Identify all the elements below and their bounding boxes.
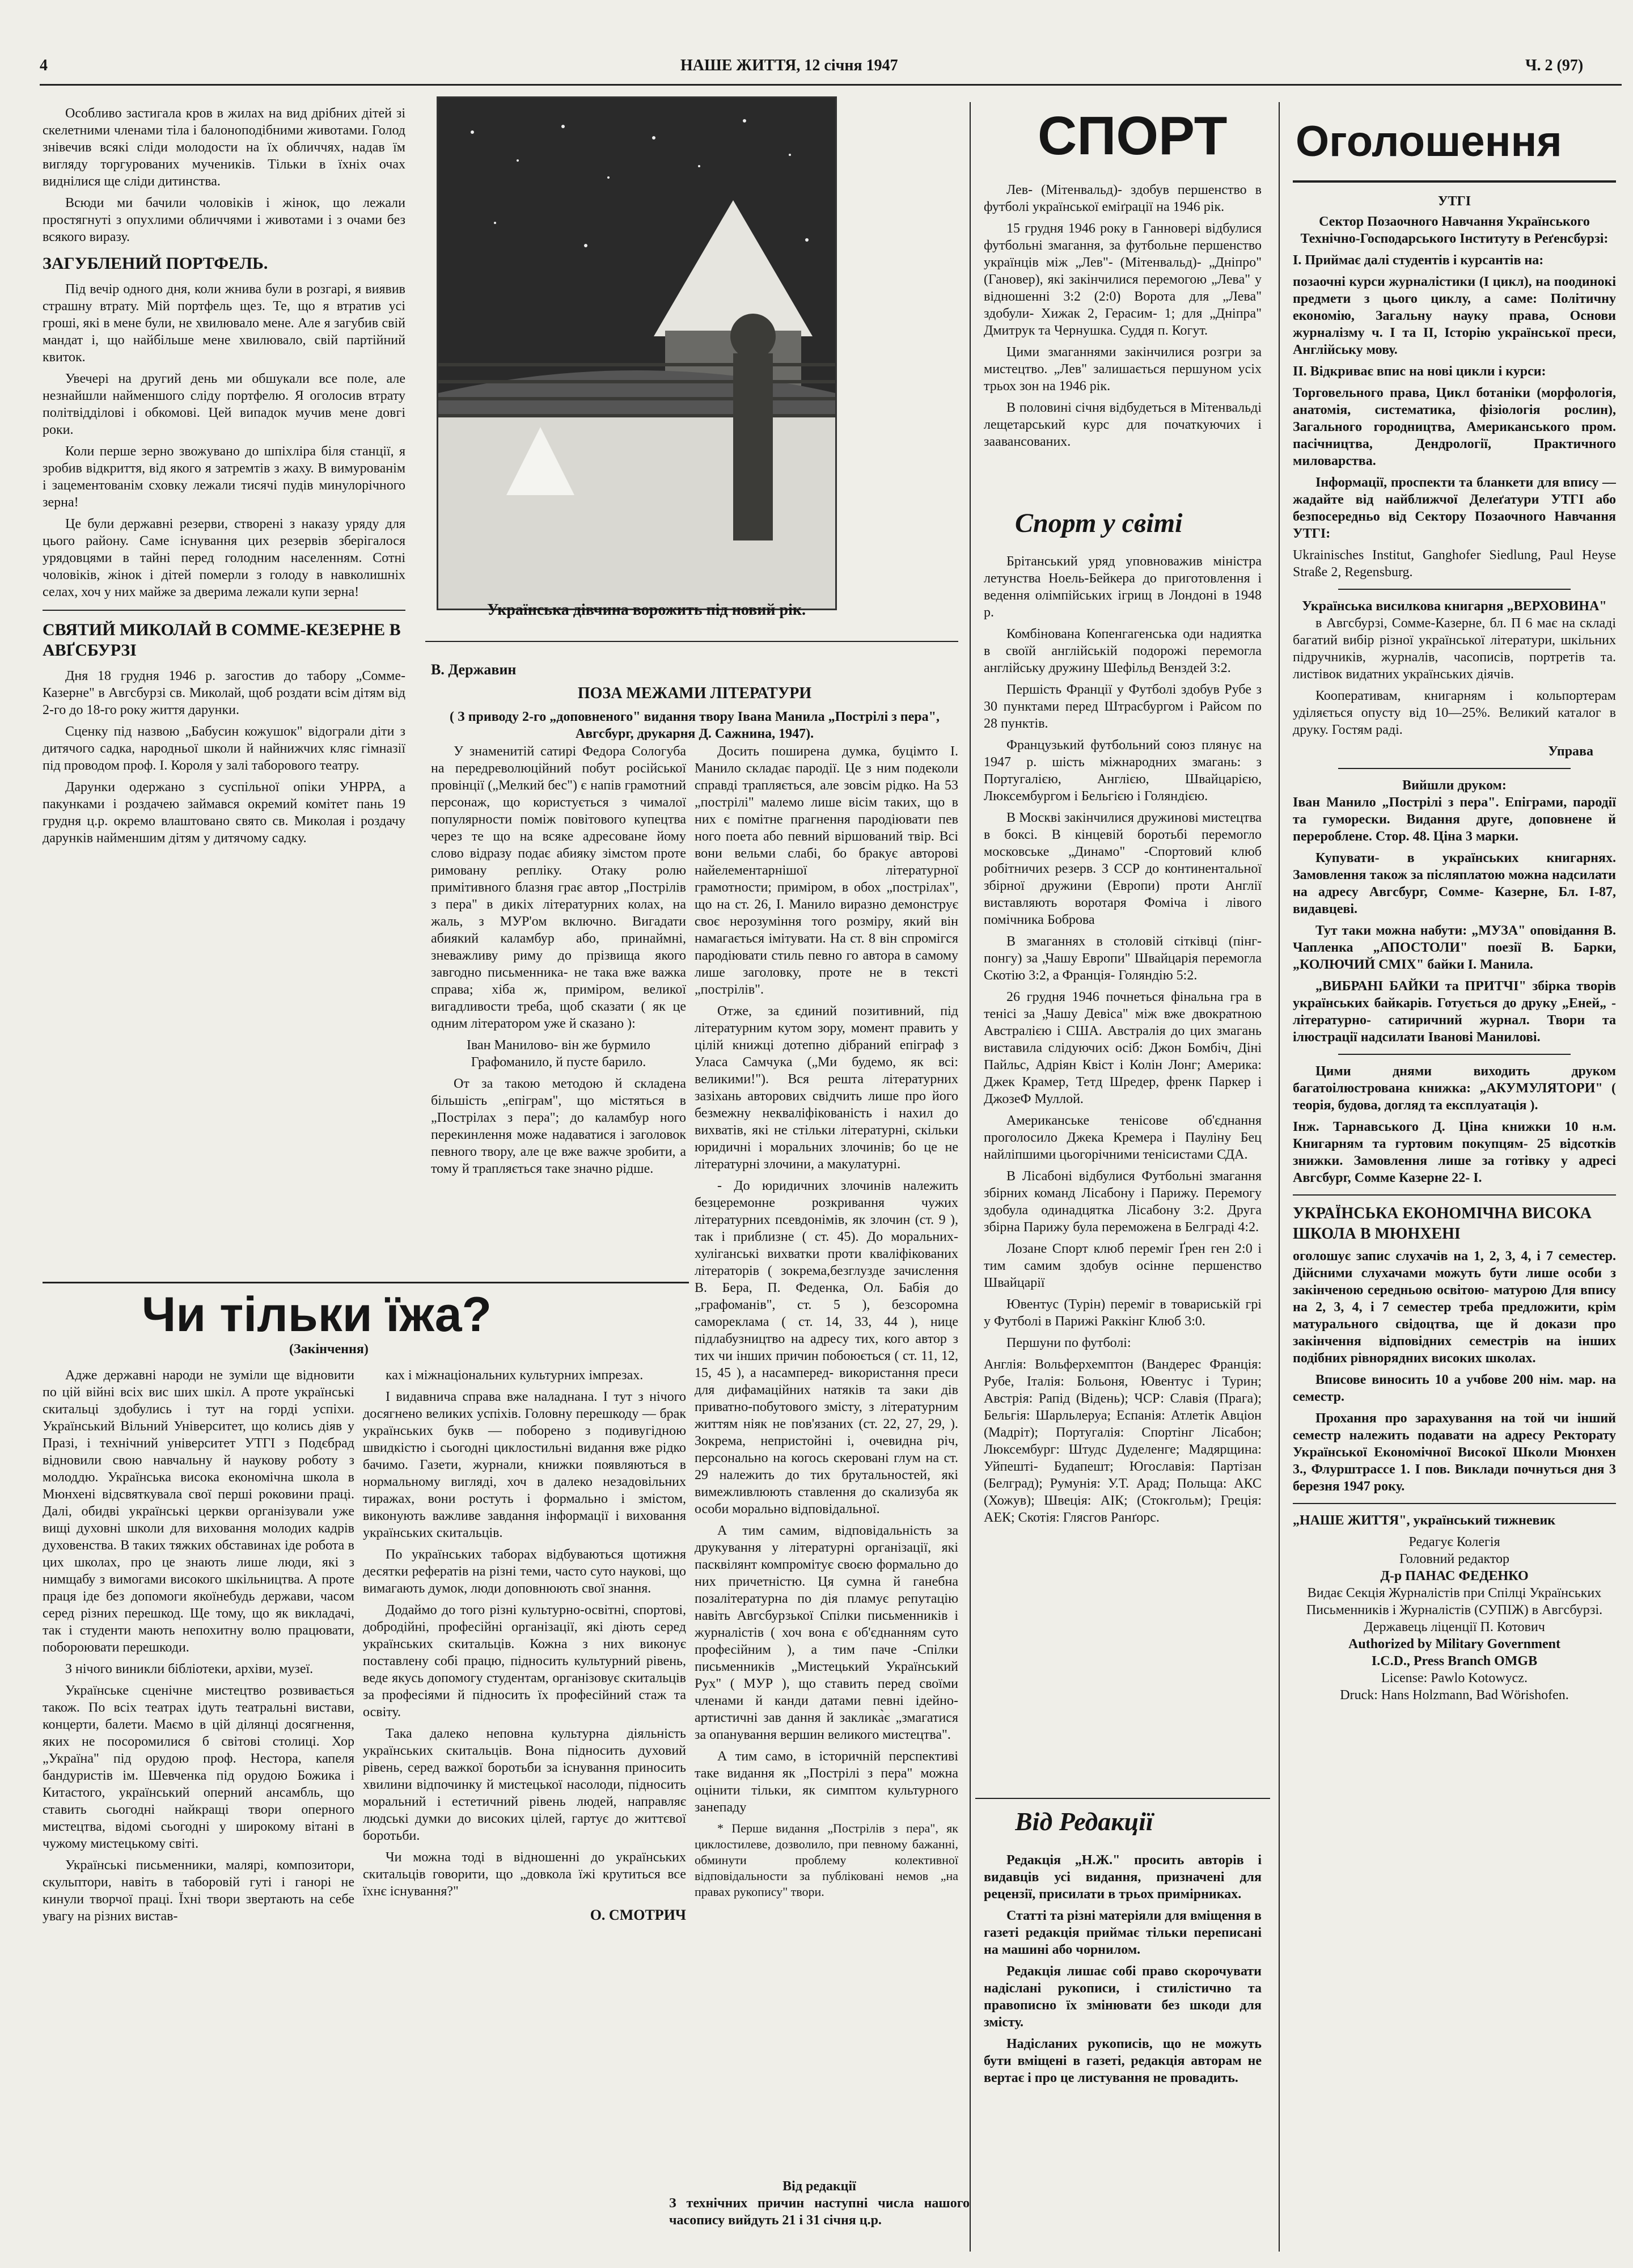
paragraph: Всюди ми бачили чоловіків і жінок, що лежали простягнуті з опухлими обличчями і животами і з очами без всякого виразу. — [43, 196, 405, 244]
column-rule — [970, 102, 971, 2252]
paragraph: Коли перше зерно звожувано до шпіхліра біля станції, я зробив відкриття, від якого я затремтів з жаху. В вимурованім і зацементованім сховку лежали тисячі пудів минулорічного зерна! — [43, 444, 405, 510]
article-signature: О. СМОТРИЧ — [590, 1907, 686, 1923]
paragraph: Цими днями виходить друком багатоілюстрована книжка: „АКУМУЛЯТОРИ" ( теорія, будова, догляд та експлуатація ). — [1293, 1064, 1616, 1113]
paragraph: Лозане Спорт клюб переміг Ґрен ген 2:0 і тим самим здобув осінне першенство Швайцарії — [984, 1241, 1262, 1290]
paragraph: І. Приймає далі студентів і курсантів на: — [1293, 253, 1544, 268]
ads-column — [1293, 193, 1616, 2195]
paragraph: У знаменитій сатирі Федора Сологуба на передреволюційний побут російської провінції („Мелкий бес") є напів грамотний персонаж, що користується з чималої популярности поміж повітового купецтва через те що на всяке адресоване йому слово відразу подає абияку зімстом проте римовану репліку. Отаку ролю примітивного блазня грає автор „Пострілів з пера" в дикіх літературних колах, на жаль, з МУР'ом включно. Вигадати абиякий каламбур або, принаймні, зневажливу риму до прізвища якого завгодно письменника- не така вже важка справа; хіба ж, приміром, великої вигадливости треба, щоб сказати ( як це одним літератором уже й сказано ): — [431, 744, 686, 1031]
divider — [1293, 180, 1616, 183]
chy-heading — [142, 1287, 652, 1361]
paragraph: Сценку під назвою „Бабусин кожушок" відограли діти з дитячого садка, народньої школи й найнижчих кляс гімназії під проводом проф. І. Короля у залі таборового театру. — [43, 724, 405, 773]
paragraph: оголошує запис слухачів на 1, 2, 3, 4, і 7 семестер. Дійсними слухачами можуть бути лише особи з закінченою середньою освітою- матурою Для впису на 2, 3, 4, і 7 семестер треба предложити, крім матурального свідоцтва, ще й докази про закінчення відповідних семестрів на інших подібних рівнорядних високих школах. — [1293, 1249, 1616, 1366]
header-rule — [40, 84, 1622, 86]
divider — [1338, 589, 1571, 590]
paragraph: Англія: Вольферхемптон (Вандерес Франція: Рубе, Італія: Больоня, Ювентус і Турин; Австрія: Рапід (Відень); ЧСР: Славія (Прага); Бельгія: Шарльлеруа; Еспанія: Атлетік Авціон (Мадріт); Португалія: Спортінг Лісабон; Люксембург: Штудс Дуделенге; Мадярщина: Уйпешті- Будапешт; Югославія: Партізан (Белград); Румунія: У.Т. Арад; Польща: АКС (Хожув); Швеція: АІК; (Стокгольм); Греція: АЕК; Скотія: Глясгов Ранґорс. — [984, 1357, 1262, 1525]
paragraph: Українське сценічне мистецтво розвивається також. По всіх театрах ідуть театральні вистави, концерти, балети. Маємо в цій ділянці досягнення, яких не посоромилися б світові столиці. Хор „Україна" під орудою проф. Нестора, капеля бандуристів ім. Шевченка під орудою Божика і Китастого, український оперний ансамбль, що ставить сьогодні найкращі твори оперного мистецтва, відомі сьогодні у широкому вітані в чужому мистецькому світі. — [43, 1683, 354, 1851]
article-column-2 — [695, 743, 958, 2172]
paragraph: Під вечір одного дня, коли жнива були в розгарі, я виявив страшну втрату. Мій портфель щез. Те, що я втратив усі гроші, які в мене були, не хвилювало мене. Але я загубив свій мандат і, що найбільше мене хвилювало, свій партійний квиток. — [43, 282, 405, 365]
divider — [425, 641, 958, 642]
illustration-girl — [437, 96, 837, 610]
paragraph: Інж. Тарнавського Д. Ціна книжки 10 н.м. Книгарням та гуртовим покупцям- 25 відсотків знижки. Замовлення лише за готівку у адресі Авгсбург, Сомме Казерне 22- І. — [1293, 1120, 1616, 1185]
paragraph: В змаганнях в столовій сітківці (пінг-понгу) за „Чашу Европи" Швайцарія перемогла Скотію 3:2, а Франція- Голяндію 5:2. — [984, 934, 1262, 983]
section-title: ЗАГУБЛЕНИЙ ПОРТФЕЛЬ. — [43, 254, 268, 273]
paragraph: Адже державні народи не зуміли ще відновити по цій війні всіх вис ших шкіл. А проте українські скитальці здобулись і тут на горді успіхи. Український Вільний Університет, що колись діяв у Празі, і технічний університет УТГІ з Подєбрад відновили свою навчальну й наукову роботу з молоддю. Українська висока економічна школа в Мюнхені відсвяткувала свої перші роковини праці. Далі, обидві українські церкви організували уже вищі духовні школи для виховання молодих кадрів духовенства. В таких тяжких обставинах іде робота в цих школах, про це знають лише люди, які з нимщабу з вимогами високого шкільництва. А проте праця іде без допомоги якоїнебудь держави, часом серед різних перешкод. Ще тому, що як викладачі, так і студенти мають непохитну волю працювати, побороювати перешкоди. — [43, 1368, 354, 1655]
paragraph: - До юридичних злочинів належить безцеремонне розкривання чужих літературних псевдонімів, як злочин (ст. 9 ), так і приблизне ( ст. 45). До моральних- хуліганські вихватки проти кваліфікованих літераторів ( зокрема,безглузде зачислення В. Бера, П. Феденка, Ол. Бабія до „графоманів", ст. 5 ), безсоромна самореклама ( ст. 14, 33, 44 ), нице підлабузництво на адресу тих, кого автор з тих чи інших причин побоюється ( ст. 11, 12, 15, 45 ), а насамперед- використання преси для дифамаційних натяків та заки дів приватно-побутового змісту, з літературним життям ніяк не пов'язаних (ст. 22, 27, 29, ). Зокрема, непристойні і, очевидна річ, персонально на когось скеровані глум на ст. 29 належить до тих брутальностей, які вимежливлюють ставлення до скализуба як особи морально відповідальної. — [695, 1179, 958, 1517]
paragraph: Прохання про зарахування на той чи інший семестр належить подавати на адресу Ректорату Української Економічної Високої Школи Мюнхен 3., Флурштрассе 1. І пов. Виклади почнуться дня 3 березня 1947 року. — [1293, 1411, 1616, 1494]
issue-number: Ч. 2 (97) — [1525, 57, 1584, 74]
divider — [1338, 768, 1571, 769]
paragraph: Торговельного права, Цикл ботаніки (морфологія, анатомія, систематика, фізіологія рослин), Загального городництва, Американського пром. пасічництва, Дендрології, Практичного миловарства. — [1293, 386, 1616, 468]
paragraph: Надісланих рукописів, що не можуть бути вміщені в газеті, редакція авторам не вертає і про це листування не провадить. — [984, 2037, 1262, 2085]
paragraph: Ювентус (Турін) переміг в товариській грі у Футболі в Парижі Раккінг Клюб 3:0. — [984, 1297, 1262, 1329]
paragraph: Першуни по футболі: — [1006, 1336, 1131, 1350]
paragraph: Дня 18 грудня 1946 р. загостив до табору „Сомме-Казерне" в Авгсбурзі св. Миколай, щоб роздати всім дітям від 2-го до 18-го року життя дарунки. — [43, 669, 405, 717]
paragraph: Додаймо до того різні культурно-освітні, спортові, добродійні, професійні організації, які діють серед українських скитальців. Кожна з них виконує поставлену собі працю, підносить культурний рівень, веде якусь допомогу студентам, організовує скитальців за професіями й підносить їх професійний стаж та освіту. — [363, 1603, 686, 1720]
sport-title: СПОРТ — [1038, 105, 1228, 166]
ad-title: УТГІ — [1437, 194, 1471, 209]
paragraph: Лев- (Мітенвальд)- здобув першенство в футболі української еміґрації на 1946 рік. — [984, 183, 1262, 214]
sport-world-title: Спорт у світі — [1015, 508, 1183, 538]
footnote: * Перше видання „Пострілів з пера", як циклостилеве, дозволило, при певному бажанні, обминути проблему колективної відповідальности за публіковані немов „на правах рукопису" твори. — [695, 1821, 958, 1899]
paragraph: Першість Франції у Футболі здобув Рубе з 30 пунктами перед Штрасбургом і Райсом по 28 пунктів. — [984, 682, 1262, 731]
paragraph: В половині січня відбудеться в Мітенвальді лещетарський курс для початкуючих і заавансованих. — [984, 400, 1262, 449]
paragraph: Статті та різні матеріяли для вміщення в газеті редакція приймає тільки переписані на машині або чорнилом. — [984, 1908, 1262, 1957]
paragraph: Сектор Позаочного Навчання Українського Технічно-Господарського Інституту в Реґенсбурзі: — [1300, 214, 1609, 246]
masthead-line: Д-р ПАНАС ФЕДЕНКО — [1380, 1569, 1529, 1583]
newspaper-title: НАШЕ ЖИТТЯ, 12 січня 1947 — [680, 57, 898, 74]
paragraph: Така далеко неповна культурна діяльність українських скитальців. Вона підносить духовий рівень, серед важкої боротьби за існування приносить хвилини відпочинку й мистецької насолоди, підносить моральний і естетичний рівень людей, направляє людські думки до високих цілей, гартує до життєвої боротьби. — [363, 1726, 686, 1843]
masthead-name: „НАШЕ ЖИТТЯ", український тижневик — [1293, 1513, 1556, 1528]
ads-title: Оголошення — [1296, 117, 1562, 166]
divider — [975, 1798, 1270, 1799]
paragraph: Увечері на другий день ми обшукали все поле, але незнайшли найменшого сліду портфелю. Я оголосив втрату політвідділові і обкомові. Цей випадок мучив мене довгі роки. — [43, 371, 405, 437]
paragraph: Особливо застигала кров в жилах на вид дрібних дітей зі скелетними членами тіла і балоноподібними животами. Голод знівечив всякі сліди молодости на їх обличчях, надав їм вигляду торгурованих мучеників. Тільки в їхніх очах виднілися ще сліди дитинства. — [43, 106, 405, 189]
divider — [1293, 1194, 1616, 1196]
paragraph: Кооперативам, книгарням і кольпортерам уділяється опусту від 10—25%. Великий каталог в друку. Гостям раді. — [1293, 689, 1616, 737]
masthead-line: Державець ліценції П. Котович — [1364, 1620, 1545, 1635]
paragraph: От за такою методою й складена більшість „епіграм", що містяться в „Пострілах з пера"; до каламбур ного перекинлення може надаватися і заголовок певного твору, але це вже важче зробити, а тому й трапляється таке значно рідше. — [431, 1076, 686, 1176]
winter-scene-illustration — [438, 98, 835, 609]
ad-title: УКРАЇНСЬКА ЕКОНОМІЧНА ВИСОКА ШКОЛА В МЮНХЕНІ — [1293, 1205, 1592, 1243]
divider — [1293, 1503, 1616, 1504]
article-column-1 — [431, 743, 686, 1321]
article-header — [431, 661, 958, 740]
article-subtitle: (Закінчення) — [289, 1342, 369, 1357]
chy-column-2 — [363, 1367, 686, 2223]
section-title: СВЯТИЙ МИКОЛАЙ В СОММЕ-КЕЗЕРНЕ В АВҐСБУРЗІ — [43, 620, 401, 660]
paragraph: „ВИБРАНІ БАЙКИ та ПРИТЧІ" збірка творів українських байкарів. Готується до друку „Еней„ -літературно- сатиричний журнал. Твори та ілюстрації надсилати Івановi Манилові. — [1293, 979, 1616, 1045]
article-subtitle: ( З приводу 2-го „доповненого" видання твору Івана Манила „Пострілі з пера", Авгсбург, друкарня Д. Сажнина, 1947). — [450, 709, 940, 740]
page-number: 4 — [40, 57, 48, 74]
paragraph: Отже, за єдиний позитивний, під літературним кутом зору, момент править у цілій книжці дотепно дібраний епіграф з Уласа Самчука („Ми будемо, як всі: великими!"). Вся решта літературних зазіхань авторових свідчить лише про його безмежну некваліфікованість і нахил до вихватів, які не стільки літературні, скільки юридичні і моральних злочинів; бо це не літературні злочини, а макулатурні. — [695, 1004, 958, 1172]
article-title: ПОЗА МЕЖАМИ ЛІТЕРАТУРИ — [577, 685, 812, 702]
redaktsii-notice — [669, 2178, 970, 2257]
paragraph: Редакція лишає собі право скорочувати надіслані рукописи, і стилістично та правописно їх змінювати без шкоди для змісту. — [984, 1964, 1262, 2030]
paragraph: 15 грудня 1946 року в Ганновері відбулися футбольні змагання, за футбольне першенство українців між „Лев"- (Мітенвальд)- „Дніпро" (Гановер), які закінчилися перемогою „Лева" у відношенні 3:2 (2:0) Ворота для „Лева" здобули- Хижак 2, Герасим- 1; для „Дніпра" Дмитрук та Чернушка. Суддя п. Когут. — [984, 221, 1262, 338]
masthead-line: Редагує Колегія — [1408, 1535, 1500, 1549]
paragraph: Це були державні резерви, створені з наказу уряду для цього району. Саме існування цих резервів зберігалося урядовцями в тайні перед голодним населенням. Сотні чоловіків, жінок і дітей померли з голоду в навколишніх селах, хоч у них майже за дверима лежали купи зерна! — [43, 517, 405, 599]
page-header — [40, 57, 1616, 79]
divider — [1338, 1054, 1571, 1055]
paragraph: Французький футбольний союз плянує на 1947 р. шість міжнародних змагань: з Португалією, Англією, Швайцарією, Люксембургом і Бельгією і Голяндією. — [984, 738, 1262, 804]
divider — [43, 610, 405, 611]
vid-redaktsii-column — [984, 1852, 1262, 2249]
masthead-line: Druck: Hans Holzmann, Bad Wörishofen. — [1340, 1688, 1569, 1703]
sport-column — [984, 181, 1262, 499]
paragraph: З нічого виникли бібліотеки, архіви, музеї. — [65, 1662, 314, 1676]
paragraph: 26 грудня 1946 почнеться фінальна гра в тенісі за „Чашу Девіса" між вже двократною Австралією і США. Австралія до цих змагань виставила слідуючих осіб: Джон Бомбіч, Діні Пайльс, Адріян Квіст і Колін Лонг; Америка: Джек Крамер, Тетд Шредер, френк Паркер і ДжозеФ Муллой. — [984, 990, 1262, 1106]
address: Ukrainisches Institut, Ganghofer Siedlung, Paul Heyse Straße 2, Regensburg. — [1293, 548, 1616, 580]
vid-redaktsii-title: Від Редакції — [1015, 1807, 1153, 1836]
paragraph: Чи можна тоді в відношенні до українських скитальців говорити, що „довкола їжі крутиться все їхнє існування?" — [363, 1850, 686, 1899]
paragraph: Вписове виносить 10 а учбове 200 нім. мар. на семестр. — [1293, 1372, 1616, 1404]
paragraph: А тим само, в історичній перспективі таке видання як „Пострілі з пера" можна оцінити тільки, як симптом культурного занепаду — [695, 1749, 958, 1815]
divider — [43, 1282, 689, 1283]
column-rule — [1279, 102, 1280, 2252]
paragraph: Українські письменники, малярі, композитори, скульптори, навіть в таборовій гуті і ганорі не кинули творчої праці. Їхні твори звертають на себе увагу на різних вистав- — [43, 1858, 354, 1924]
paragraph: Американське тенісове об'єднання проголосило Джека Кремера і Пауліну Бец найліпшими цьогорічними тенісистами СДА. — [984, 1113, 1262, 1162]
masthead-line: Authorized by Military Government — [1348, 1637, 1560, 1652]
masthead-line: License: Pawlo Kotowycz. — [1381, 1671, 1528, 1686]
sport-world-column — [984, 553, 1262, 1891]
paragraph: ІІ. Відкриває впис на нові цикли і курси: — [1293, 364, 1546, 379]
paragraph: По українських таборах відбуваються щотижня десятки рефератів на різні теми, часто суто наукові, що вимагають думок, люди доповнюють свої знання. — [363, 1547, 686, 1596]
paragraph: Інформації, проспекти та бланкети для впису — жадайте від найближчої Делеґатури УТГІ або безпосередньо від Сектору Позаочного Навчання УТГІ: — [1293, 475, 1616, 541]
paragraph: ках і міжнаціональних культурних імпрезах. — [386, 1368, 644, 1383]
illustration-caption: Українська дівчина ворожить під новий рік. — [486, 601, 806, 619]
paragraph: в Авгсбурзі, Сомме-Казерне, бл. П 6 має на складі багатий вибір різної української літератури, шкільних підручників, журналів, часописів, портретів та. листівок видатних українських діячів. — [1293, 616, 1616, 682]
masthead-line: Видає Секція Журналістів при Спілці Українських Письменників і Журналістів (СУПІЖ) в Авгсбурзі. — [1306, 1586, 1603, 1617]
ad-title: Вийшли друком: — [1402, 778, 1507, 793]
paragraph: В Москві закінчилися дружинові мистецтва в боксі. В кінцевій боротьбі перемогло московське „Динамо" -Спортовий клюб робітничих резерв. З ССР до континентальної збірної дружини (Европи) проти Англії виставляють воротаря Фоміча і лівого помічника Боброва — [984, 810, 1262, 927]
epigram: Іван Манилово- він же бурмило Графоманило, й пусте барило. — [466, 1038, 651, 1070]
paragraph: Іван Манило „Пострілі з пера". Епіграми, пародії та гуморески. Видання друге, доповнене й перероблене. Стор. 48. Ціна 3 марки. — [1293, 795, 1616, 844]
paragraph: Дарунки одержано з суспільної опіки УНРРА, а пакунками і роздачею займався окремий комітет пань 19 грудня ц.р. окремо влаштовано свято св. Миколая і роздачу дарунків найменшим дітям у дитячому садку. — [43, 780, 405, 846]
chy-column-1 — [43, 1367, 354, 2218]
signature: Управа — [1548, 744, 1593, 759]
notice-text: З технічних причин наступні числа нашого часопису вийдуть 21 і 31 січня ц.р. — [669, 2196, 970, 2228]
paragraph: позаочні курси журналістики (І цикл), на поодинокі предмети з цього циклу, а саме: Політичну економію, Загальну науку права, Основи журналізму ч. І та ІІ, Історію української преси, Англійську мову. — [1293, 274, 1616, 357]
author: В. Державин — [431, 661, 517, 678]
masthead-line: I.C.D., Press Branch OMGB — [1371, 1654, 1538, 1669]
ad-title: Українська висилкова книгарня „ВЕРХОВИНА" — [1302, 599, 1607, 614]
paragraph: Комбінована Копенгагенська оди надиятка в своїй англійській подорожі перемогла англійську дружину Шефільд Венздей 3:2. — [984, 627, 1262, 675]
paragraph: Купувати- в українських книгарнях. Замовлення також за післяплатою можна надсилати на адресу Авгсбург, Сомме- Казерне, Бл. І-87, видавцеві. — [1293, 851, 1616, 917]
paragraph: Редакція „Н.Ж." просить авторів і видавців усі видання, призначені для рецензії, присилати в трьох примірниках. — [984, 1853, 1262, 1902]
left-column — [43, 105, 405, 1279]
paragraph: Досить поширена думка, буцімто І. Манило складає пародії. Це з ним подеколи справді трапляється, але зовсім рідко. На 53 „пострілі" малемо лише вісім таких, що в них є помітне прагнення пародіювати пев ного поета або певний віршований твір. Всі вони вельми слабі, бо бракує авторові найелементарнішої літературної грамотности; приміром, в обох „пострілах", що на ст. 26, І. Манило виразно демонструє своє нерозуміння того розміру, який він намагається імітувати. На ст. 8 він спромігся пародіювати стиль певно го автора в самому лише заголовку, проте не в тексті „пострілів". — [695, 744, 958, 997]
article-title: Чи тільки їжа? — [142, 1287, 492, 1342]
paragraph: Брітанський уряд уповноважив міністра летунства Ноель-Бейкера до приготовлення і ведення олімпійських ігрищ в Лондоні в 1948 р. — [984, 554, 1262, 620]
masthead-line: Головний редактор — [1399, 1552, 1509, 1566]
paragraph: І видавнича справа вже наладнана. І тут з нічого досягнено великих успіхів. Головну перешкоду — брак українських букв — поборено з подивугідною швидкістю і сьогодні циклостильні видання вже рідко бачимо. Газети, журнали, книжки появляються в нормальному вигляді, хоч в далеко незадовільних тиражах, вони ростуть і формально і змістом, виконують важливе завдання інформації і виховання українських скитальців. — [363, 1389, 686, 1540]
paragraph: Цими змаганнями закінчилися розгри за мистецтво. „Лев" залишається першуном усіх трьох зон на 1946 рік. — [984, 345, 1262, 394]
paragraph: В Лісабоні відбулися Футбольні змагання збірних команд Лісабону і Парижу. Перемогу здобула одинадцятка Лісабону 3:2. Друга збірна Парижу була переможена в Белграді 4:2. — [984, 1169, 1262, 1235]
notice-title: Від редакції — [782, 2179, 856, 2194]
paragraph: Тут таки можна набути: „МУЗА" оповідання В. Чапленка „АПОСТОЛИ" поезії В. Барки, „КОЛЮЧИЙ СМІХ" байки І. Манила. — [1293, 923, 1616, 972]
paragraph: А тим самим, відповідальність за друкування у літературні організації, які пасквілянт компромітує своєю формально до них причетністю. Ця сумна й ганебна позалітературна по дія пламує репутацію навіть Авгсбурзької Спілки письменників і журналістів ( хоч вона є об'єднанням суто професійним ), а тим паче -Спілки письменників „Мистецький Український Рух" ( МУР ), що ставить перед своїми членами й канди датами певні ідейно-артистичні зав дання й заклика̀є „змагатися за опанування вершин великого мистецтва". — [695, 1523, 958, 1742]
